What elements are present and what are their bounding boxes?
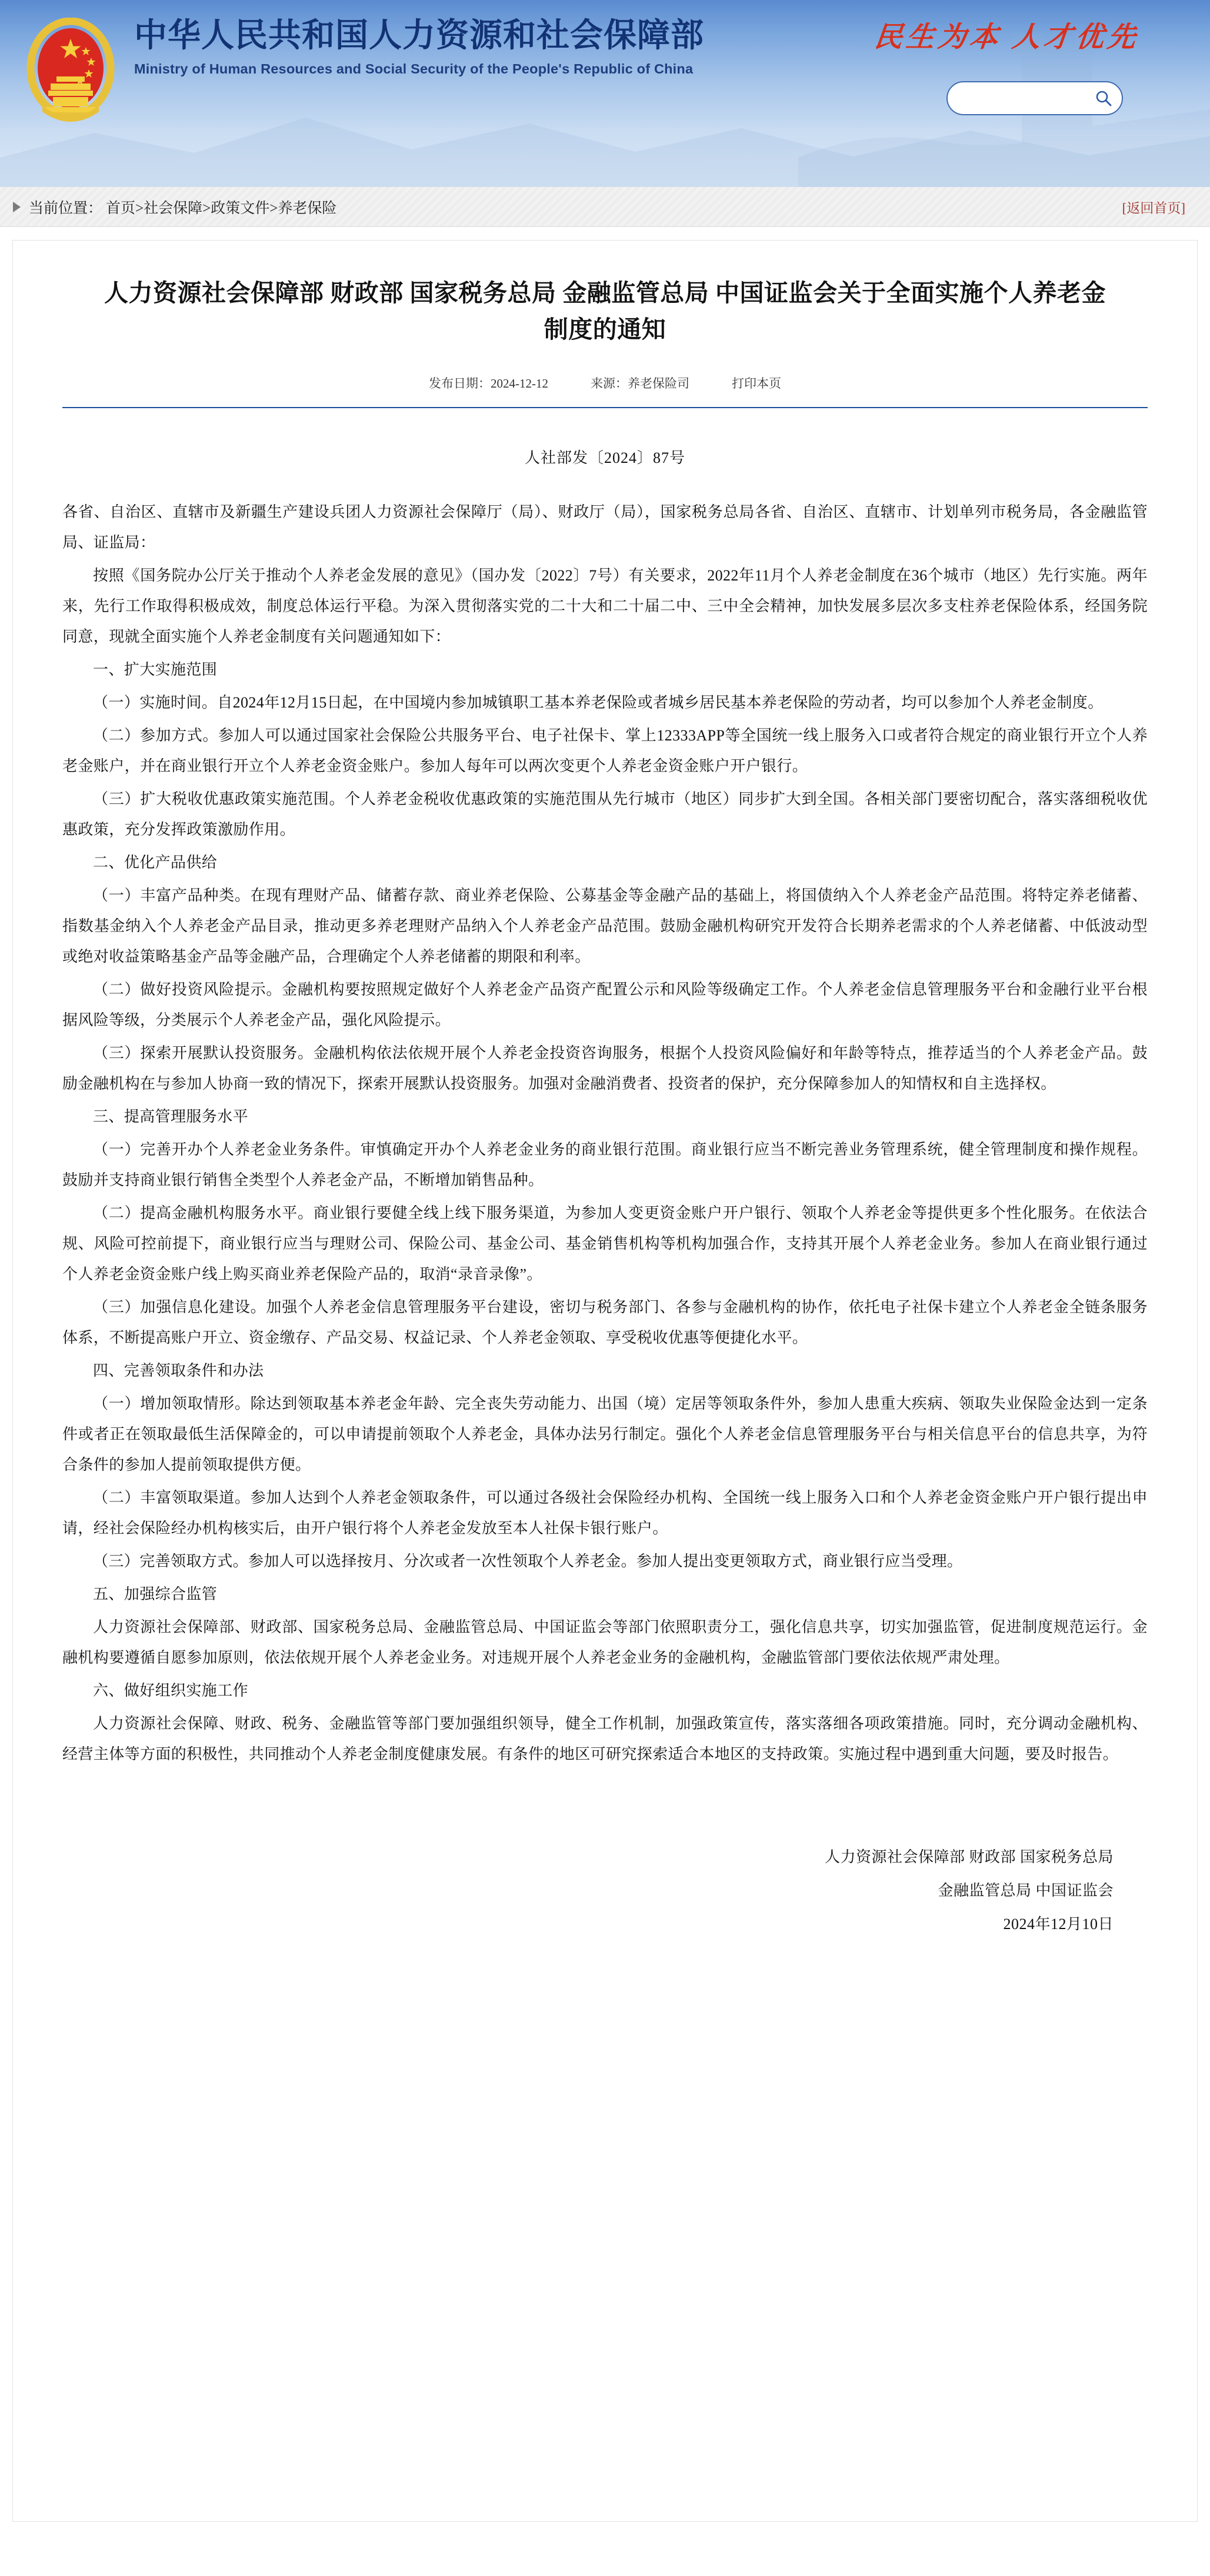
document-paragraph: （二）做好投资风险提示。金融机构要按照规定做好个人养老金产品资产配置公示和风险等级确定工作。个人养老金信息管理服务平台和金融行业平台根据风险等级，分类展示个人养老金产品，强化风险提示。 — [62, 980, 1148, 1029]
section-heading: 一、扩大实施范围 — [93, 660, 218, 678]
document-card — [12, 240, 1198, 2522]
site-title-cn: 中华人民共和国人力资源和社会保障部 — [134, 16, 704, 54]
document-paragraph: （一）实施时间。自2024年12月15日起，在中国境内参加城镇职工基本养老保险或者城乡居民基本养老保险的劳动者，均可以参加个人养老金制度。 — [93, 693, 1104, 711]
breadcrumb — [0, 187, 1210, 227]
search-icon[interactable] — [1095, 89, 1112, 107]
triangle-right-icon — [13, 202, 21, 212]
document-paragraph: （三）扩大税收优惠政策实施范围。个人养老金税收优惠政策的实施范围从先行城市（地区）同步扩大到全国。各相关部门要密切配合，落实落细税收优惠政策，充分发挥政策激励作用。 — [62, 790, 1148, 838]
document-meta — [62, 374, 1148, 392]
document-paragraph: （三）加强信息化建设。加强个人养老金信息管理服务平台建设，密切与税务部门、各参与金融机构的协作，依托电子社保卡建立个人养老金全链条服务体系，不断提高账户开立、资金缴存、产品交易、权益记录、个人养老金领取、享受税收优惠等便捷化水平。 — [62, 1298, 1148, 1346]
document-paragraph: 按照《国务院办公厅关于推动个人养老金发展的意见》（国办发〔2022〕7号）有关要求，2022年11月个人养老金制度在36个城市（地区）先行实施。两年来，先行工作取得积极成效，制度总体运行平稳。为深入贯彻落实党的二十大和二十届二中、三中全会精神，加快发展多层次多支柱养老保险体系，经国务院同意，现就全面实施个人养老金制度有关问题通知如下： — [62, 566, 1148, 645]
page-title: 人力资源社会保障部 财政部 国家税务总局 金融监管总局 中国证监会关于全面实施个人养老金制度的通知 — [104, 279, 1106, 343]
header-title-block — [134, 15, 828, 77]
document-source: 来源：养老保险司 — [591, 376, 689, 391]
document-paragraph: 人力资源社会保障部、财政部、国家税务总局、金融监管总局、中国证监会等部门依照职责分工，强化信息共享，切实加强监管，促进制度规范运行。金融机构要遵循自愿参加原则，依法依规开展个人养老金业务。对违规开展个人养老金业务的金融机构，金融监管部门要依法依规严肃处理。 — [62, 1618, 1148, 1666]
national-emblem-icon — [22, 18, 119, 127]
print-page-button[interactable]: 打印本页 — [732, 376, 781, 391]
return-home-link[interactable]: [返回首页] — [1122, 201, 1185, 215]
document-paragraph: （二）提高金融机构服务水平。商业银行要健全线上线下服务渠道，为参加人变更资金账户开户银行、领取个人养老金等提供更多个性化服务。在依法合规、风险可控前提下，商业银行应当与理财公司、保险公司、基金公司、基金销售机构等机构加强合作，支持其开展个人养老金业务。参加人在商业银行通过个人养老金资金账户线上购买商业养老保险产品的，取消“录音录像”。 — [62, 1204, 1148, 1283]
site-header — [0, 0, 1210, 187]
document-number: 人社部发〔2024〕87号 — [524, 449, 685, 466]
publish-date: 发布日期：2024-12-12 — [429, 376, 548, 391]
signature-block — [62, 1840, 1148, 1941]
section-heading: 二、优化产品供给 — [93, 853, 218, 871]
signature-line-1: 人力资源社会保障部 财政部 国家税务总局 — [824, 1848, 1114, 1866]
section-heading: 三、提高管理服务水平 — [93, 1107, 249, 1125]
signature-line-2: 金融监管总局 中国证监会 — [938, 1881, 1114, 1899]
meta-divider — [62, 407, 1148, 408]
document-body — [62, 497, 1148, 1770]
section-heading: 四、完善领取条件和办法 — [93, 1362, 264, 1379]
site-title-en: Ministry of Human Resources and Social Security of the People's Republic of China — [134, 61, 694, 77]
document-paragraph: （二）丰富领取渠道。参加人达到个人养老金领取条件，可以通过各级社会保险经办机构、全国统一线上服务入口和个人养老金资金账户开户银行提出申请，经社会保险经办机构核实后，由开户银行将个人养老金发放至本人社保卡银行账户。 — [62, 1489, 1148, 1537]
document-paragraph: 人力资源社会保障、财政、税务、金融监管等部门要加强组织领导，健全工作机制，加强政策宣传，落实落细各项政策措施。同时，充分调动金融机构、经营主体等方面的积极性，共同推动个人养老金制度健康发展。有条件的地区可研究探索适合本地区的支持政策。实施过程中遇到重大问题，要及时报告。 — [62, 1714, 1148, 1763]
document-paragraph: （二）参加方式。参加人可以通过国家社会保险公共服务平台、电子社保卡、掌上12333APP等全国统一线上服务入口或者符合规定的商业银行开立个人养老金账户，并在商业银行开立个人养老金资金账户。参加人每年可以两次变更个人养老金资金账户开户银行。 — [62, 726, 1148, 775]
document-paragraph: 各省、自治区、直辖市及新疆生产建设兵团人力资源社会保障厅（局）、财政厅（局），国家税务总局各省、自治区、直辖市、计划单列市税务局，各金融监管局、证监局： — [62, 503, 1148, 551]
section-heading: 六、做好组织实施工作 — [93, 1681, 249, 1699]
breadcrumb-left — [13, 196, 336, 218]
document-paragraph: （一）完善开办个人养老金业务条件。审慎确定开办个人养老金业务的商业银行范围。商业银行应当不断完善业务管理系统，健全管理制度和操作规程。鼓励并支持商业银行销售全类型个人养老金产品，不断增加销售品种。 — [62, 1140, 1148, 1189]
document-wrapper — [0, 240, 1210, 2522]
document-paragraph: （三）完善领取方式。参加人可以选择按月、分次或者一次性领取个人养老金。参加人提出变更领取方式，商业银行应当受理。 — [93, 1552, 963, 1570]
document-paragraph: （一）丰富产品种类。在现有理财产品、储蓄存款、商业养老保险、公募基金等金融产品的基础上，将国债纳入个人养老金产品范围。将特定养老储蓄、指数基金纳入个人养老金产品目录，推动更多养老理财产品纳入个人养老金产品范围。鼓励金融机构研究开发符合长期养老需求的个人养老储蓄、中低波动型或绝对收益策略基金产品等金融产品，合理确定个人养老储蓄的期限和利率。 — [62, 886, 1148, 965]
header-slogan: 民生为本 人才优先 — [872, 22, 1141, 53]
signature-date: 2024年12月10日 — [1003, 1916, 1114, 1933]
section-heading: 五、加强综合监管 — [93, 1585, 218, 1603]
breadcrumb-label: 当前位置： — [29, 200, 103, 216]
document-paragraph: （三）探索开展默认投资服务。金融机构依法依规开展个人养老金投资咨询服务，根据个人投资风险偏好和年龄等特点，推荐适当的个人养老金产品。鼓励金融机构在与参加人协商一致的情况下，探索开展默认投资服务。加强对金融消费者、投资者的保护，充分保障参加人的知情权和自主选择权。 — [62, 1044, 1148, 1092]
document-paragraph: （一）增加领取情形。除达到领取基本养老金年龄、完全丧失劳动能力、出国（境）定居等领取条件外，参加人患重大疾病、领取失业保险金达到一定条件或者正在领取最低生活保障金的，可以申请提前领取个人养老金，具体办法另行制定。强化个人养老金信息管理服务平台与相关信息平台的信息共享，为符合条件的参加人提前领取提供方便。 — [62, 1394, 1148, 1473]
breadcrumb-path[interactable]: 首页>社会保障>政策文件>养老保险 — [106, 200, 337, 216]
search-container — [946, 81, 1123, 115]
